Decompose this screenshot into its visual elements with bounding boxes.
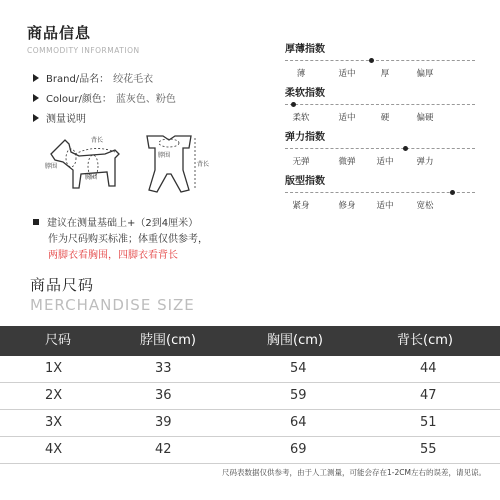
diagram-label-neck-front: 脖围 [158,152,171,159]
dog-measurement-diagram [45,130,215,205]
garment-front-view-icon [147,136,191,192]
index-title: 柔软指数 [285,88,325,99]
diagram-label-chest: 胸围 [85,174,98,181]
table-cell: 36 [155,388,172,403]
table-cell: 59 [290,388,307,403]
index-option: 偏硬 [416,113,434,123]
table-row [0,437,500,464]
table-cell: 54 [290,361,307,376]
index-option: 偏厚 [416,69,434,79]
index-option: 厚 [380,69,390,79]
index-option: 修身 [338,201,356,211]
index-title: 版型指数 [285,176,325,187]
table-row [0,410,500,437]
index-scale-line [285,104,475,105]
measure-row [33,110,86,125]
table-cell: 47 [420,388,437,403]
table-cell: 64 [290,415,307,430]
triangle-bullet-icon [33,74,39,82]
size-section-title: 商品尺码 [30,276,95,294]
table-cell: 44 [420,361,437,376]
table-cell: 2X [45,388,63,403]
size-section-subtitle: MERCHANDISE SIZE [30,296,195,314]
diagram-label-back-length-front: 背长 [197,161,210,168]
table-cell: 69 [290,442,307,457]
colour-label: Colour/颜色： [46,94,112,105]
size-table [0,326,500,462]
table-row [0,383,500,410]
index-option: 适中 [376,201,394,211]
triangle-bullet-icon [33,114,39,122]
brand-row [33,70,153,85]
index-option: 宽松 [416,201,434,211]
index-option: 柔软 [292,113,310,123]
square-bullet-icon [33,219,39,225]
diagram-label-neck: 脖围 [45,163,58,170]
brand-value: 绞花毛衣 [113,74,154,85]
index-scale-line [285,148,475,149]
table-cell: 33 [155,361,172,376]
header-chest: 胸围(cm) [267,333,323,348]
triangle-bullet-icon [33,94,39,102]
commodity-info-title: 商品信息 [27,24,92,42]
index-option: 薄 [296,69,306,79]
index-option: 弹力 [416,157,434,167]
index-option: 硬 [380,113,390,123]
index-selected-marker [291,102,296,107]
sizing-advice [33,216,208,264]
index-selected-marker [369,58,374,63]
colour-value: 蓝灰色、粉色 [115,94,176,105]
fabric-indices-panel [285,40,485,230]
header-size: 尺码 [45,333,72,348]
brand-label: Brand/品名： [46,74,110,85]
index-selected-marker [403,146,408,151]
commodity-info-subtitle: COMMODITY INFORMATION [27,46,140,55]
index-scale-line [285,192,475,193]
header-neck: 脖围(cm) [140,333,196,348]
table-cell: 42 [155,442,172,457]
header-back-length: 背长(cm) [397,333,453,348]
index-option: 适中 [338,113,356,123]
diagram-label-back-length: 背长 [91,137,104,144]
table-cell: 39 [155,415,172,430]
size-footnote: 尺码表数据仅供参考，由于人工测量，可能会存在1-2CM左右的误差，请见谅。 [222,468,486,477]
index-title: 弹力指数 [285,132,325,143]
table-cell: 51 [420,415,437,430]
colour-row [33,90,176,105]
table-cell: 4X [45,442,63,457]
measure-label: 测量说明 [46,114,86,125]
advice-line-1: 建议在测量基础上+（2到4厘米） [47,218,199,229]
index-option: 适中 [376,157,394,167]
index-option: 紧身 [292,201,310,211]
index-selected-marker [450,190,455,195]
table-cell: 55 [420,442,437,457]
index-option: 微弹 [338,157,356,167]
advice-line-2: 作为尺码购买标准；体重仅供参考， [48,234,208,245]
table-row [0,356,500,383]
table-cell: 1X [45,361,63,376]
index-option: 适中 [338,69,356,79]
index-title: 厚薄指数 [285,44,325,55]
index-option: 无弹 [292,157,310,167]
index-scale-line [285,60,475,61]
table-cell: 3X [45,415,63,430]
advice-line-3: 两脚衣看胸围，四脚衣看背长 [48,250,178,261]
